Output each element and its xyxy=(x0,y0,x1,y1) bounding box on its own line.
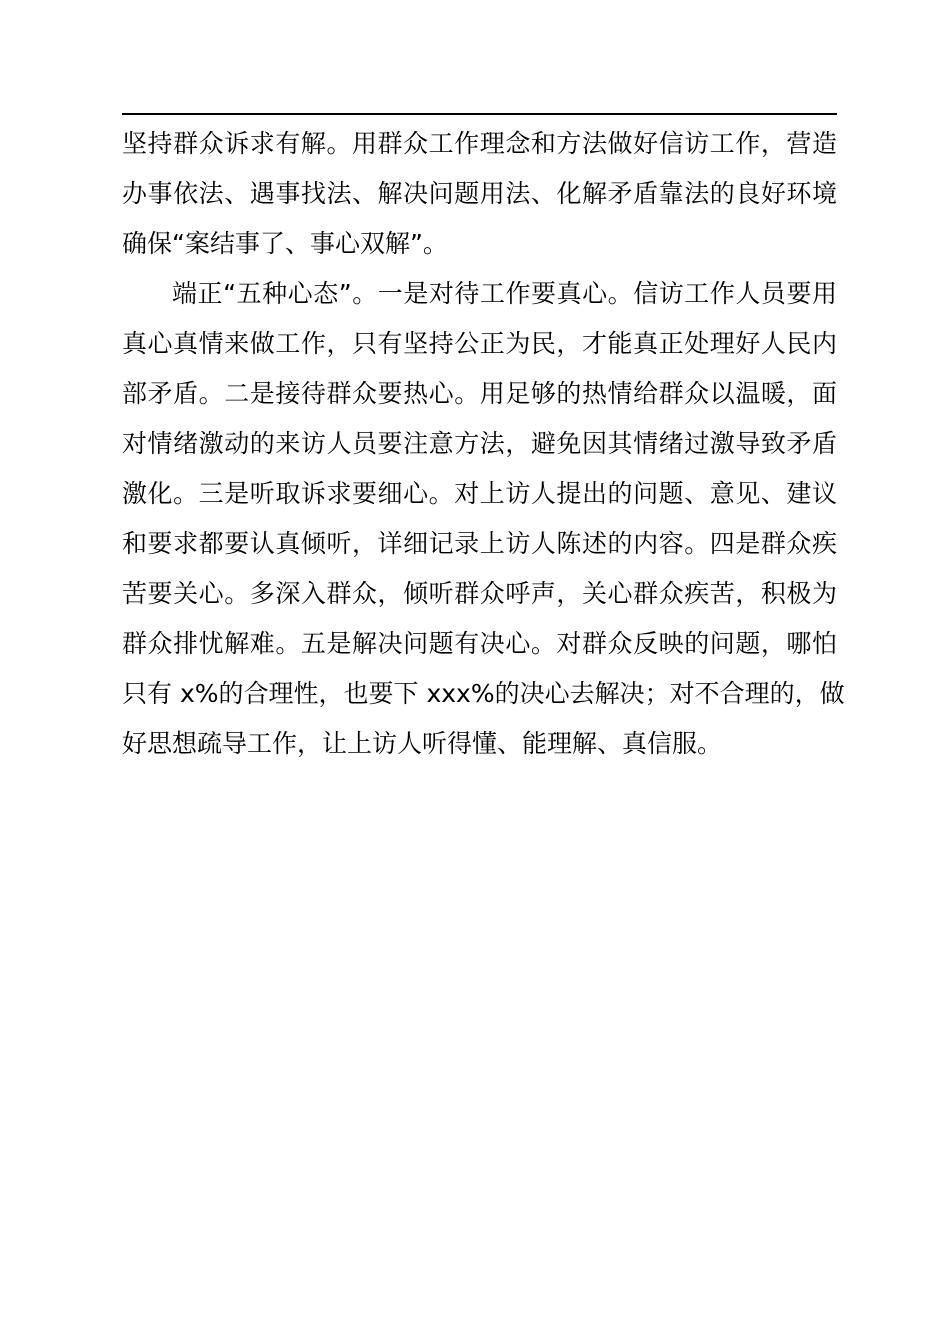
paragraph-line: 真心真情来做工作，只有坚持公正为民，才能真正处理好人民内 xyxy=(122,329,837,358)
paragraph-line: 端正“五种心态”。一是对待工作要真心。信访工作人员要用 xyxy=(172,279,837,308)
paragraph-line: 只有 x%的合理性，也要下 xxx%的决心去解决；对不合理的，做 xyxy=(122,679,845,708)
header-rule xyxy=(122,113,837,115)
paragraph-line: 和要求都要认真倾听，详细记录上访人陈述的内容。四是群众疾 xyxy=(122,529,837,558)
paragraph-line: 坚持群众诉求有解。用群众工作理念和方法做好信访工作，营造 xyxy=(122,129,837,158)
paragraph-1 xyxy=(122,119,837,269)
paragraph-line: 好思想疏导工作，让上访人听得懂、能理解、真信服。 xyxy=(122,729,723,758)
paragraph-line: 部矛盾。二是接待群众要热心。用足够的热情给群众以温暖，面 xyxy=(122,379,837,408)
paragraph-line: 激化。三是听取诉求要细心。对上访人提出的问题、意见、建议 xyxy=(122,479,837,508)
paragraph-line: 办事依法、遇事找法、解决问题用法、化解矛盾靠法的良好环境 xyxy=(122,179,837,208)
paragraph-2 xyxy=(122,269,845,769)
paragraph-line: 苦要关心。多深入群众，倾听群众呼声，关心群众疾苦，积极为 xyxy=(122,579,837,608)
paragraph-line: 对情绪激动的来访人员要注意方法，避免因其情绪过激导致矛盾 xyxy=(122,429,837,458)
paragraph-line: 群众排忧解难。五是解决问题有决心。对群众反映的问题，哪怕 xyxy=(122,629,837,658)
paragraph-line: 确保“案结事了、事心双解”。 xyxy=(122,229,448,258)
